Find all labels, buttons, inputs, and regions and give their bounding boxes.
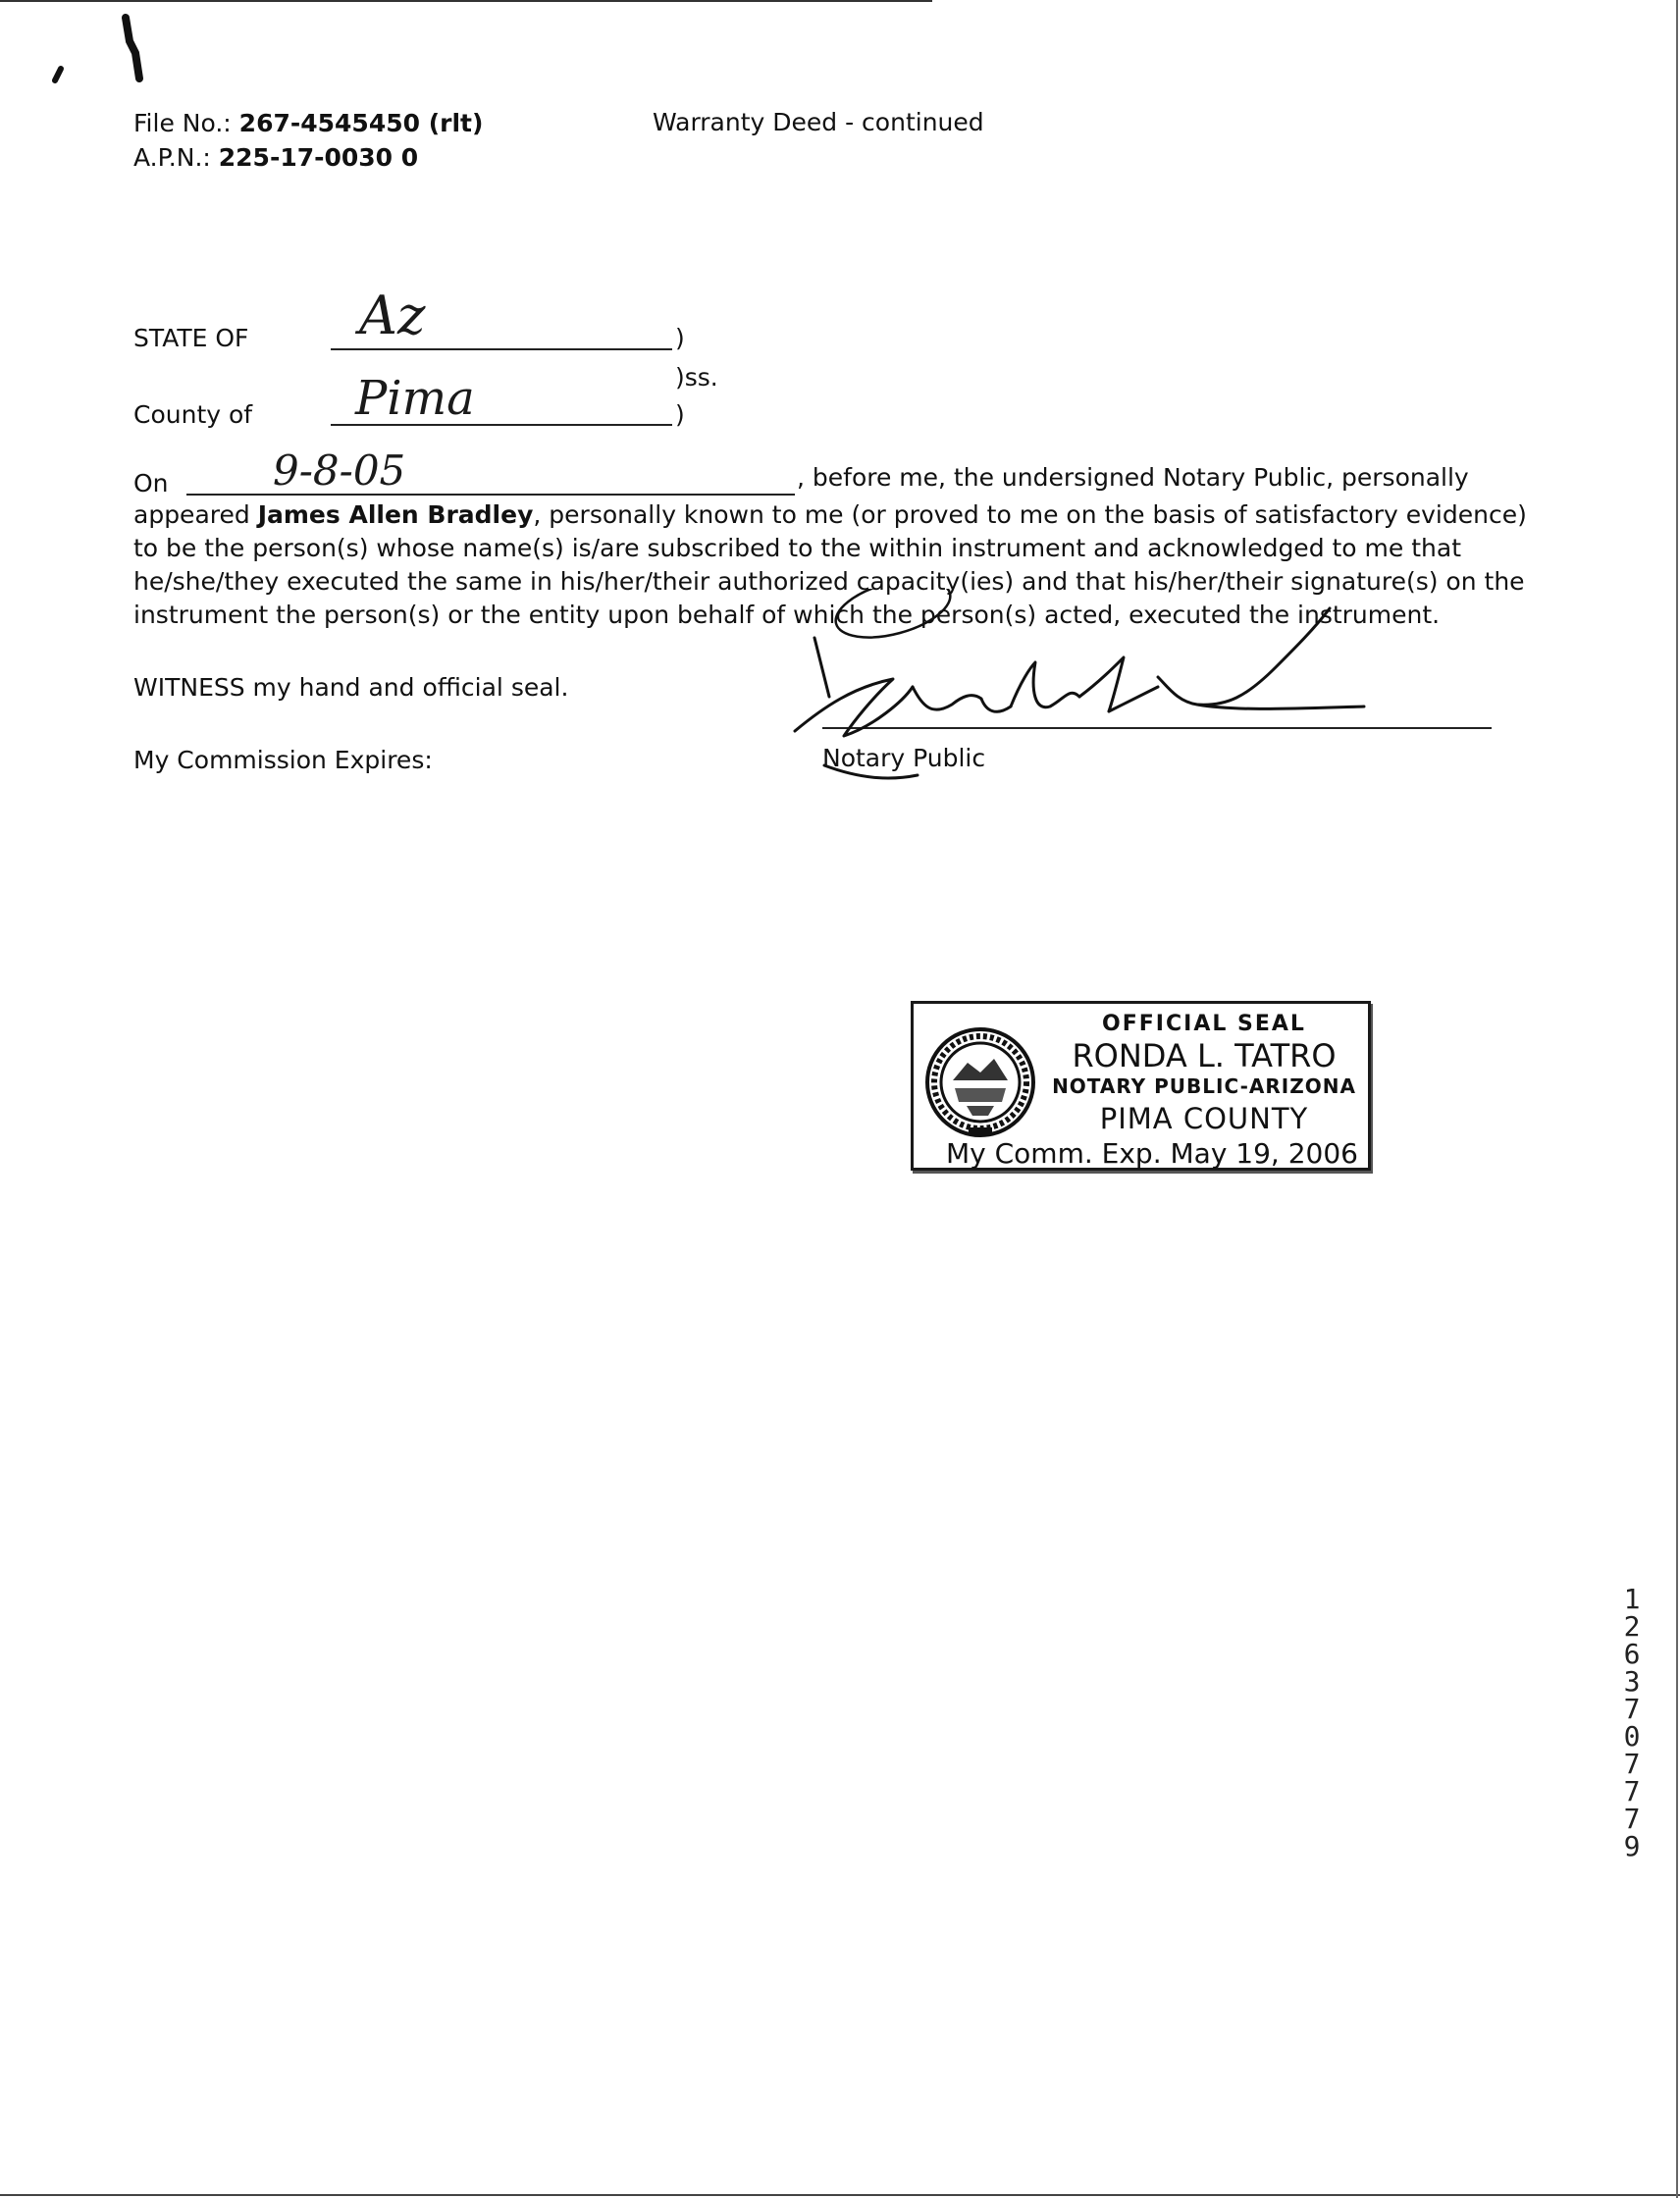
witness-statement: WITNESS my hand and official seal. — [133, 673, 569, 702]
ss-label: )ss. — [675, 363, 718, 392]
state-handwritten-value: Az — [359, 285, 426, 346]
signer-name: James Allen Bradley — [257, 500, 534, 529]
state-paren: ) — [675, 324, 685, 352]
seal-county: PIMA COUNTY — [1099, 1102, 1309, 1135]
on-label: On — [133, 469, 169, 497]
official-seal-stamp — [911, 1001, 1371, 1171]
state-underline — [331, 348, 672, 350]
date-handwritten-value: 9-8-05 — [273, 446, 406, 495]
appeared-label: appeared — [133, 500, 250, 529]
margin-recording-number: 12637 07779 — [1623, 1583, 1641, 1862]
stray-pen-marks — [39, 10, 167, 98]
commission-expires-label: My Commission Expires: — [133, 746, 433, 774]
date-underline — [186, 494, 795, 496]
file-number-value: 267-4545450 (rlt) — [238, 109, 484, 137]
seal-title: OFFICIAL SEAL — [1102, 1012, 1306, 1036]
seal-commission-expiration: My Comm. Exp. May 19, 2006 — [946, 1137, 1358, 1170]
county-underline — [331, 424, 672, 426]
apn-label: A.P.N.: — [133, 143, 211, 172]
seal-notary-role: NOTARY PUBLIC-ARIZONA — [1052, 1074, 1356, 1098]
seal-notary-name: RONDA L. TATRO — [1072, 1037, 1337, 1074]
bottom-border-line — [0, 2194, 1680, 2196]
apn-line — [133, 145, 418, 170]
state-label: STATE OF — [133, 324, 249, 352]
county-label: County of — [133, 400, 253, 429]
document-title: Warranty Deed - continued — [653, 108, 984, 136]
top-border-line — [0, 0, 932, 2]
apn-value: 225-17-0030 0 — [218, 143, 419, 172]
file-number-line — [133, 111, 483, 135]
ack-line-4: he/she/they executed the same in his/her/their authorized capacity(ies) and that his/her/their signature(s) on the — [133, 567, 1525, 596]
ack-line-1-tail: , before me, the undersigned Notary Public, personally — [797, 463, 1469, 492]
county-paren: ) — [675, 400, 685, 429]
ack-line-2-tail: , personally known to me (or proved to me on the basis of satisfactory evidence) — [533, 500, 1527, 529]
right-border-line — [1676, 0, 1678, 2198]
ack-line-3: to be the person(s) whose name(s) is/are subscribed to the within instrument and acknowledged to me that — [133, 534, 1462, 562]
ack-line-5: instrument the person(s) or the entity upon behalf of which the person(s) acted, executed the instrument. — [133, 601, 1441, 629]
county-handwritten-value: Pima — [355, 371, 475, 426]
notary-signature-scribble — [785, 589, 1531, 805]
file-number-label: File No.: — [133, 109, 232, 137]
notary-public-label: Notary Public — [822, 744, 986, 772]
ack-line-2 — [133, 502, 1527, 527]
